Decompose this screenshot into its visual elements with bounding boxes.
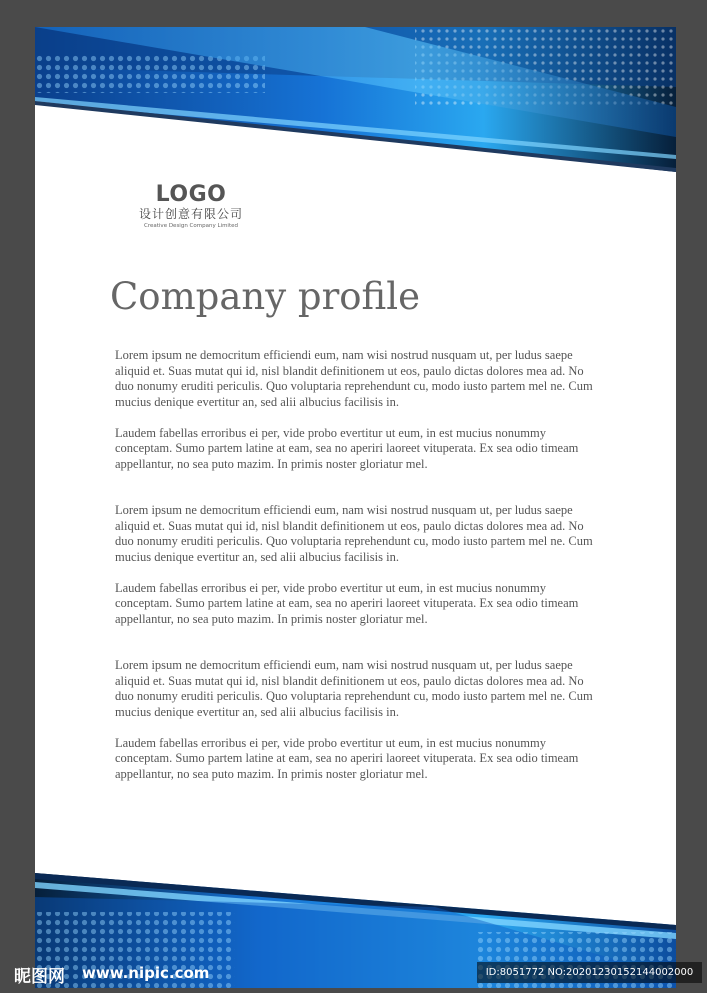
logo-company-name-cn: 设计创意有限公司: [138, 207, 243, 221]
logo-text: LOGO: [155, 182, 227, 207]
letterhead-page: [35, 27, 676, 988]
paragraph: Lorem ipsum ne democritum efficiendi eum, nam wisi nostrud nusquam ut, per ludus saepe aliquid et. Suas mutat qui id, nisl blandit definitionem ut eos, paulo dictas dolores mea ad. No duo nonumy eruditi periculis. Quo voluptaria reprehendunt cu, modo iusto partem mel ne. Cum mucius denique evertitur an, sed alii albucius facilisis in.: [115, 658, 593, 719]
watermark-site: www.nipic.com: [82, 964, 210, 982]
page-title: Company profile: [110, 275, 420, 318]
watermark-logo: 昵图网: [14, 967, 65, 987]
company-logo: [131, 183, 251, 230]
watermark-id: ID:8051772 NO:20201230152144002000: [477, 962, 702, 983]
paragraph: Laudem fabellas erroribus ei per, vide probo evertitur ut eum, in est mucius nonummy conceptam. Sumo partem latine at eam, sea no aperiri laoreet vituperata. Ex sea odio timeam appellantur, no sea puto mazim. In primis noster gloriatur mel.: [115, 580, 579, 626]
body-text: [115, 348, 605, 782]
paragraph: Lorem ipsum ne democritum efficiendi eum, nam wisi nostrud nusquam ut, per ludus saepe aliquid et. Suas mutat qui id, nisl blandit definitionem ut eos, paulo dictas dolores mea ad. No duo nonumy eruditi periculis. Quo voluptaria reprehendunt cu, modo iusto partem mel ne. Cum mucius denique evertitur an, sed alii albucius facilisis in.: [115, 503, 593, 564]
logo-company-name-en: Creative Design Company Limited: [144, 223, 238, 229]
paragraph: Lorem ipsum ne democritum efficiendi eum, nam wisi nostrud nusquam ut, per ludus saepe aliquid et. Suas mutat qui id, nisl blandit definitionem ut eos, paulo dictas dolores mea ad. No duo nonumy eruditi periculis. Quo voluptaria reprehendunt cu, modo iusto partem mel ne. Cum mucius denique evertitur an, sed alii albucius facilisis in.: [115, 348, 593, 409]
paragraph: Laudem fabellas erroribus ei per, vide probo evertitur ut eum, in est mucius nonummy conceptam. Sumo partem latine at eam, sea no aperiri laoreet vituperata. Ex sea odio timeam appellantur, no sea puto mazim. In primis noster gloriatur mel.: [115, 425, 579, 471]
paragraph: Laudem fabellas erroribus ei per, vide probo evertitur ut eum, in est mucius nonummy conceptam. Sumo partem latine at eam, sea no aperiri laoreet vituperata. Ex sea odio timeam appellantur, no sea puto mazim. In primis noster gloriatur mel.: [115, 735, 579, 781]
watermark: [0, 960, 707, 987]
